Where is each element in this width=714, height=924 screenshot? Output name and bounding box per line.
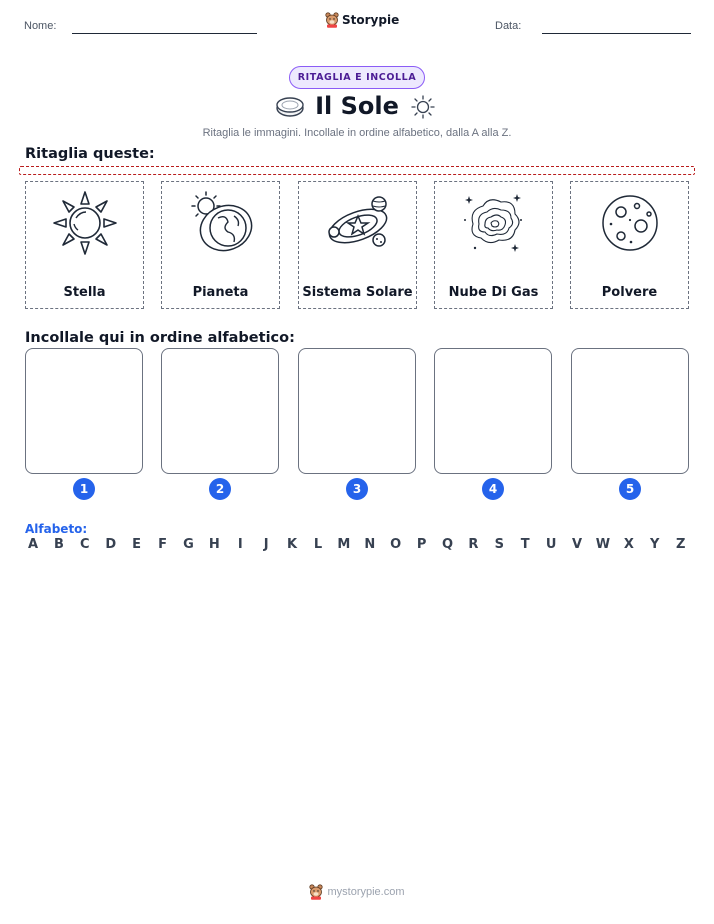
alphabet-letter: V <box>572 537 583 552</box>
alphabet-letter: W <box>595 537 611 552</box>
bear-icon <box>309 884 323 900</box>
paste-box-4[interactable] <box>434 348 552 474</box>
alphabet-letter: S <box>494 537 504 552</box>
cut-line <box>19 166 695 175</box>
alphabet-letter: R <box>468 537 479 552</box>
activity-badge: RITAGLIA E INCOLLA <box>289 66 425 89</box>
alphabet-letter: T <box>520 537 530 552</box>
alphabet-letter: B <box>53 537 64 552</box>
alphabet-letter: Z <box>675 537 686 552</box>
cut-card-5[interactable] <box>570 181 689 309</box>
footer <box>0 884 714 900</box>
alphabet-letter: U <box>545 537 557 552</box>
name-line[interactable] <box>72 33 257 34</box>
brand-logo <box>325 12 399 28</box>
footer-url[interactable]: mystorypie.com <box>327 886 405 898</box>
alphabet-letter: C <box>80 537 90 552</box>
card-label: Nube Di Gas <box>448 285 539 300</box>
paste-box-2[interactable] <box>161 348 279 474</box>
slot-number: 5 <box>619 478 641 500</box>
alphabet-letter: Q <box>441 537 454 552</box>
card-label: Stella <box>63 285 106 300</box>
alphabet-letter: G <box>183 537 194 552</box>
slot-number: 4 <box>482 478 504 500</box>
alphabet-title: Alfabeto: <box>25 522 88 536</box>
slot-number: 3 <box>346 478 368 500</box>
sun-icon <box>52 190 118 256</box>
alphabet-letter: K <box>287 537 298 552</box>
cut-section-title: Ritaglia queste: <box>25 146 155 162</box>
bear-icon <box>325 12 339 28</box>
alphabet-letter: F <box>158 537 167 552</box>
alphabet-letter: I <box>237 537 243 552</box>
alphabet-letter: Y <box>650 537 660 552</box>
moon-dust-icon <box>597 190 663 256</box>
alphabet-letter: J <box>263 537 269 552</box>
alphabet-letter: M <box>337 537 351 552</box>
card-label: Pianeta <box>192 285 249 300</box>
alphabet-row <box>25 537 689 552</box>
alphabet-letter: X <box>623 537 634 552</box>
alphabet-letter: O <box>390 537 402 552</box>
gas-cloud-icon <box>461 190 527 256</box>
cut-card-4[interactable] <box>434 181 553 309</box>
date-label: Data: <box>495 20 522 32</box>
instructions: Ritaglia le immagini. Incollale in ordine alfabetico, dalla A alla Z. <box>202 127 512 139</box>
date-line[interactable] <box>542 33 691 34</box>
slot-number: 1 <box>73 478 95 500</box>
brand-name: Storypie <box>342 13 400 27</box>
alphabet-letter: H <box>208 537 220 552</box>
paste-box-5[interactable] <box>571 348 689 474</box>
paste-section-title: Incollale qui in ordine alfabetico: <box>25 330 295 346</box>
name-label: Nome: <box>24 20 57 32</box>
alphabet-letter: A <box>27 537 39 552</box>
cut-card-1[interactable] <box>25 181 144 309</box>
card-label: Sistema Solare <box>302 285 413 300</box>
sun-small-icon <box>410 94 436 120</box>
planet-icon <box>188 190 254 256</box>
slot-number: 2 <box>209 478 231 500</box>
card-label: Polvere <box>601 285 658 300</box>
cut-card-3[interactable] <box>298 181 417 309</box>
alphabet-letter: N <box>364 537 376 552</box>
page-title: Il Sole <box>315 92 399 120</box>
alphabet-letter: D <box>105 537 117 552</box>
paste-box-3[interactable] <box>298 348 416 474</box>
alphabet-letter: P <box>416 537 427 552</box>
alphabet-letter: E <box>132 537 142 552</box>
solar-system-icon <box>325 190 391 256</box>
paste-box-1[interactable] <box>25 348 143 474</box>
cut-card-2[interactable] <box>161 181 280 309</box>
alphabet-letter: L <box>313 537 323 552</box>
